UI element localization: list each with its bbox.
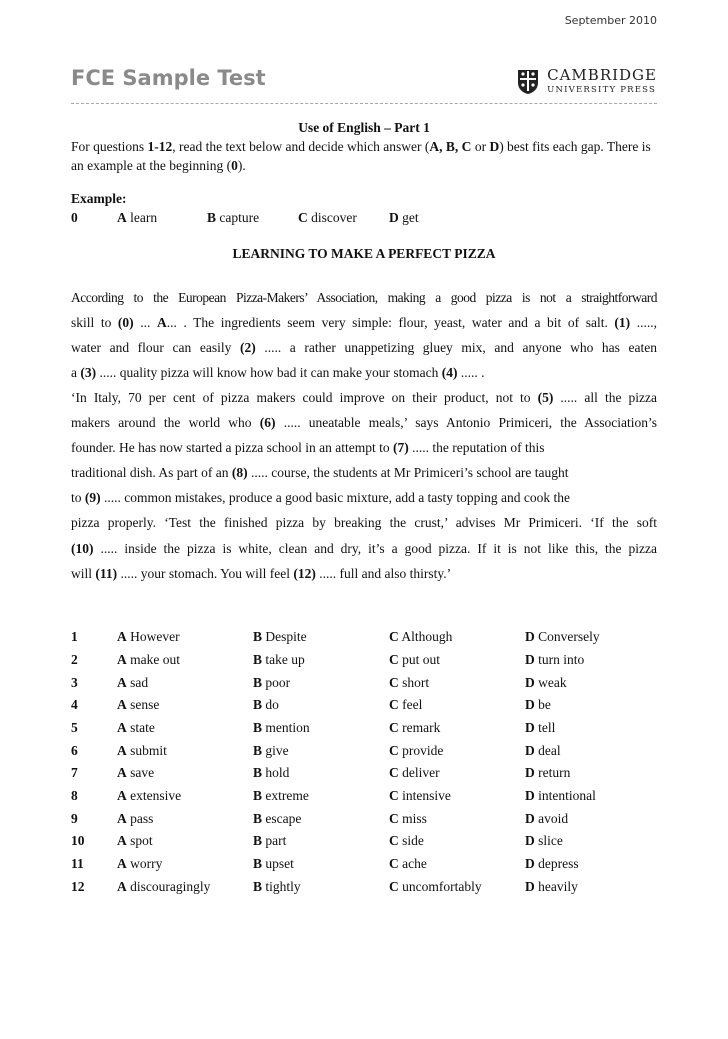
option-d[interactable]: D tell: [525, 720, 556, 735]
option-b[interactable]: B mention: [253, 720, 310, 735]
option-a[interactable]: A However: [117, 629, 180, 644]
option-d[interactable]: D depress: [525, 856, 579, 871]
option-c[interactable]: C deliver: [389, 765, 440, 780]
passage-line: makers around the world who (6) ..... uneatable meals,’ says Antonio Primiceri, the Association’s: [71, 415, 657, 430]
option-c[interactable]: C provide: [389, 743, 444, 758]
question-number: 3: [71, 675, 78, 690]
example-number: 0: [71, 210, 78, 225]
option-a[interactable]: A make out: [117, 652, 180, 667]
option-d[interactable]: D turn into: [525, 652, 585, 667]
option-c[interactable]: C remark: [389, 720, 441, 735]
option-d[interactable]: D heavily: [525, 879, 578, 894]
option-a[interactable]: A state: [117, 720, 155, 735]
option-d[interactable]: D intentional: [525, 788, 596, 803]
question-row: [71, 856, 657, 876]
option-b[interactable]: B tightly: [253, 879, 301, 894]
option-c[interactable]: C put out: [389, 652, 441, 667]
example-option-b: B capture: [207, 210, 260, 225]
option-b[interactable]: B give: [253, 743, 289, 758]
question-row: [71, 879, 657, 899]
passage-line: will (11) ..... your stomach. You will feel (12) ..... full and also thirsty.’: [71, 566, 452, 581]
passage-line: pizza properly. ‘Test the finished pizza by breaking the crust,’ advises Mr Primiceri. ‘If the soft: [71, 515, 657, 530]
option-a[interactable]: A worry: [117, 856, 163, 871]
option-a[interactable]: A extensive: [117, 788, 182, 803]
question-number: 4: [71, 697, 78, 712]
question-row: [71, 811, 657, 831]
instructions: For questions 1-12, read the text below and decide which answer (A, B, C or D) best fits each gap. There is an example at the beginning (0).: [71, 139, 651, 173]
option-a[interactable]: A sad: [117, 675, 149, 690]
question-number: 7: [71, 765, 78, 780]
option-c[interactable]: C short: [389, 675, 430, 690]
logo-sub-text: UNIVERSITY PRESS: [547, 85, 657, 95]
passage-line: According to the European Pizza-Makers’ Association, making a good pizza is not a straightforward: [71, 290, 657, 305]
question-number: 2: [71, 652, 78, 667]
question-number: 10: [71, 833, 85, 848]
example-option-a: A learn: [117, 210, 158, 225]
option-a[interactable]: A submit: [117, 743, 167, 758]
question-row: [71, 697, 657, 717]
option-b[interactable]: B do: [253, 697, 279, 712]
question-number: 1: [71, 629, 78, 644]
passage-line: water and flour can easily (2) ..... a rather unappetizing gluey mix, and anyone who has eaten: [71, 340, 658, 355]
passage-line: to (9) ..... common mistakes, produce a good basic mixture, add a tasty topping and cook the: [71, 490, 571, 505]
option-b[interactable]: B hold: [253, 765, 290, 780]
date-label: September 2010: [564, 14, 657, 27]
question-row: [71, 765, 657, 785]
option-a[interactable]: A save: [117, 765, 155, 780]
option-c[interactable]: C feel: [389, 697, 423, 712]
option-c[interactable]: C uncomfortably: [389, 879, 482, 894]
header-title: FCE Sample Test: [71, 66, 266, 90]
option-a[interactable]: A spot: [117, 833, 153, 848]
question-number: 11: [71, 856, 84, 871]
publisher-logo: [517, 68, 657, 96]
question-row: [71, 788, 657, 808]
option-d[interactable]: D deal: [525, 743, 561, 758]
option-d[interactable]: D be: [525, 697, 551, 712]
option-d[interactable]: D slice: [525, 833, 563, 848]
option-c[interactable]: C miss: [389, 811, 427, 826]
option-d[interactable]: D avoid: [525, 811, 569, 826]
option-d[interactable]: D return: [525, 765, 571, 780]
example-option-d: D get: [389, 210, 419, 225]
option-b[interactable]: B upset: [253, 856, 294, 871]
example-label: Example:: [71, 191, 127, 206]
passage-line: skill to (0) ... A... . The ingredients seem very simple: flour, yeast, water and a bit of salt. (1) .....,: [71, 315, 658, 330]
shield-icon: [517, 69, 539, 95]
passage-line: ‘In Italy, 70 per cent of pizza makers could improve on their product, not to (5) ..... all the pizza: [71, 390, 657, 405]
question-number: 9: [71, 811, 78, 826]
question-row: [71, 720, 657, 740]
passage-line: founder. He has now started a pizza school in an attempt to (7) ..... the reputation of this: [71, 440, 545, 455]
option-b[interactable]: B escape: [253, 811, 302, 826]
option-a[interactable]: A sense: [117, 697, 160, 712]
question-row: [71, 743, 657, 763]
option-c[interactable]: C Although: [389, 629, 453, 644]
option-d[interactable]: D Conversely: [525, 629, 600, 644]
question-row: [71, 629, 657, 649]
question-number: 8: [71, 788, 78, 803]
option-c[interactable]: C side: [389, 833, 424, 848]
question-number: 6: [71, 743, 78, 758]
logo-main-text: CAMBRIDGE: [547, 66, 657, 84]
section-title: Use of English – Part 1: [298, 120, 430, 135]
option-c[interactable]: C ache: [389, 856, 427, 871]
option-b[interactable]: B extreme: [253, 788, 309, 803]
example-option-c: C discover: [298, 210, 357, 225]
header-divider: [71, 103, 657, 104]
option-a[interactable]: A discouragingly: [117, 879, 211, 894]
option-b[interactable]: B Despite: [253, 629, 307, 644]
passage-line: (10) ..... inside the pizza is white, clean and dry, it’s a good pizza. If it is not like this, the pizza: [71, 541, 657, 556]
option-b[interactable]: B take up: [253, 652, 305, 667]
passage-line: traditional dish. As part of an (8) ..... course, the students at Mr Primiceri’s school are taught: [71, 465, 569, 480]
option-d[interactable]: D weak: [525, 675, 567, 690]
question-number: 5: [71, 720, 78, 735]
text-title: LEARNING TO MAKE A PERFECT PIZZA: [232, 246, 496, 261]
question-row: [71, 833, 657, 853]
question-number: 12: [71, 879, 85, 894]
option-a[interactable]: A pass: [117, 811, 154, 826]
option-b[interactable]: B poor: [253, 675, 291, 690]
option-b[interactable]: B part: [253, 833, 287, 848]
question-row: [71, 652, 657, 672]
question-row: [71, 675, 657, 695]
passage-line: a (3) ..... quality pizza will know how bad it can make your stomach (4) ..... .: [71, 365, 485, 380]
option-c[interactable]: C intensive: [389, 788, 451, 803]
